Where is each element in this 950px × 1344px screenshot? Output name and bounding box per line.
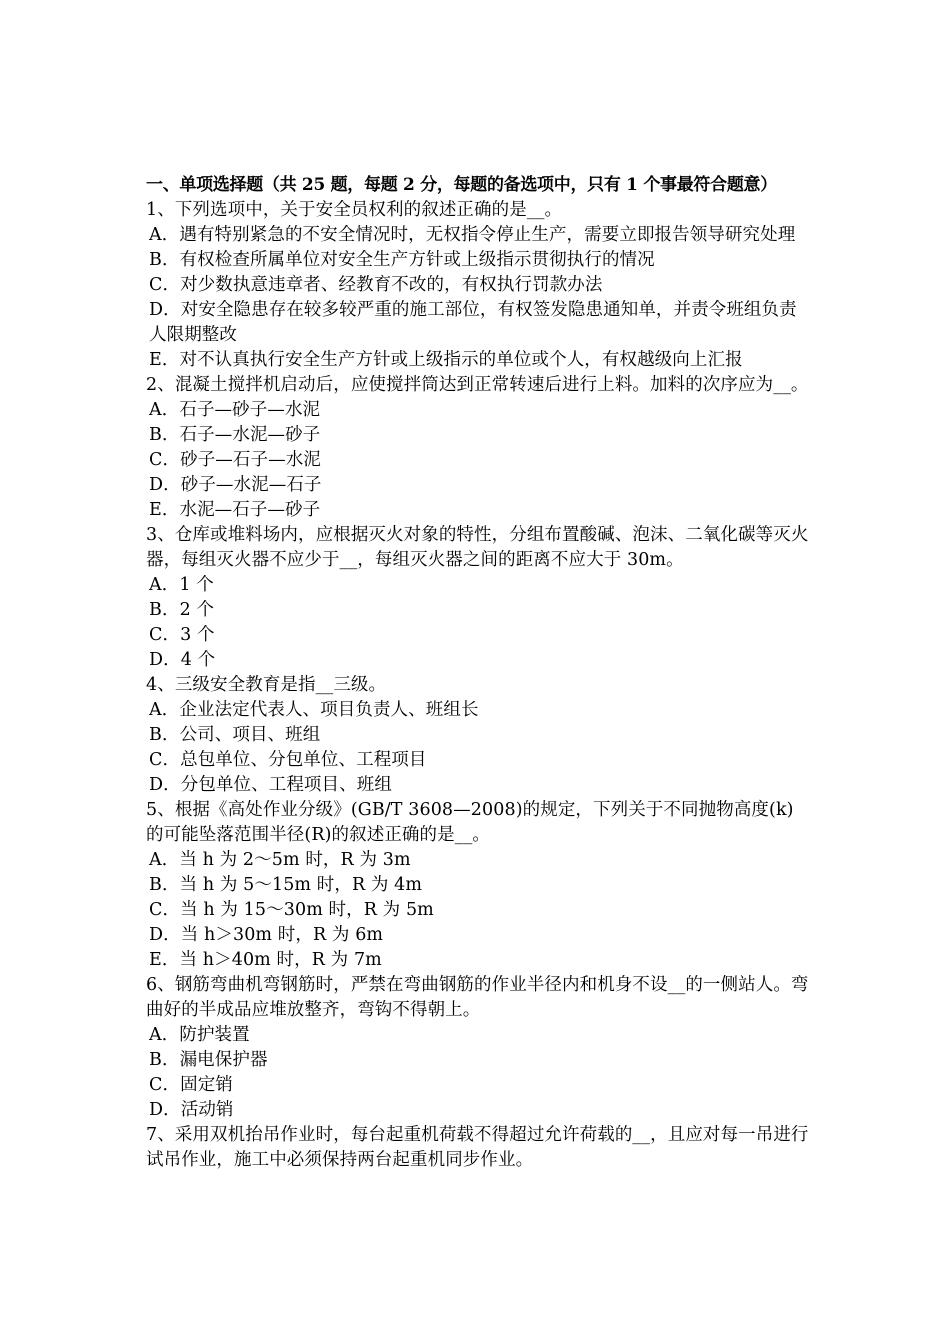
option-text: 遇有特别紧急的不安全情况时，无权指令停止生产，需要立即报告领导研究处理	[179, 225, 796, 245]
option-letter: D．	[149, 925, 181, 945]
question-item	[146, 523, 811, 673]
answer-option	[146, 948, 811, 973]
exam-page	[146, 173, 811, 1173]
answer-option	[146, 923, 811, 948]
option-text: 当 h＞40m 时，R 为 7m	[179, 950, 382, 970]
option-letter: E．	[149, 950, 180, 970]
option-letter: A．	[149, 225, 180, 245]
option-letter: D．	[149, 650, 181, 670]
question-stem: 2、混凝土搅拌机启动后，应使搅拌筒达到正常转速后进行上料。加料的次序应为__。	[146, 375, 809, 395]
answer-option	[146, 248, 811, 273]
option-letter: A．	[149, 575, 180, 595]
option-letter: B．	[149, 250, 180, 270]
option-letter: E．	[149, 350, 180, 370]
option-letter: A．	[149, 850, 180, 870]
option-text: 3 个	[180, 625, 215, 645]
option-letter: C．	[149, 1075, 181, 1095]
option-text: 水泥—石子—砂子	[179, 500, 321, 520]
option-letter: C．	[149, 275, 181, 295]
answer-option	[146, 573, 811, 598]
answer-option	[146, 598, 811, 623]
question-item	[146, 198, 811, 373]
option-text: 当 h 为 2～5m 时，R 为 3m	[179, 850, 411, 870]
option-text: 对少数执意违章者、经教育不改的，有权执行罚款办法	[180, 275, 603, 295]
option-text: 防护装置	[179, 1025, 250, 1045]
section-heading: 一、单项选择题（共 25 题，每题 2 分，每题的备选项中，只有 1 个事最符合题意）	[146, 175, 777, 195]
answer-option	[146, 1023, 811, 1048]
answer-option	[146, 473, 811, 498]
question-stem: 3、仓库或堆料场内，应根据灭火对象的特性，分组布置酸碱、泡沫、二氧化碳等灭火器，每组灭火器不应少于__，每组灭火器之间的距离不应大于 30m。	[146, 525, 809, 570]
option-letter: D．	[149, 475, 181, 495]
option-letter: C．	[149, 450, 181, 470]
option-text: 固定销	[180, 1075, 233, 1095]
option-text: 石子—砂子—水泥	[179, 400, 321, 420]
question-item	[146, 673, 811, 798]
option-letter: C．	[149, 750, 181, 770]
question-item	[146, 1123, 811, 1173]
option-letter: D．	[149, 1100, 181, 1120]
option-text: 企业法定代表人、项目负责人、班组长	[179, 700, 479, 720]
option-text: 活动销	[180, 1100, 234, 1120]
answer-option	[146, 398, 811, 423]
option-text: 砂子—石子—水泥	[180, 450, 321, 470]
option-letter: C．	[149, 900, 181, 920]
answer-option	[146, 623, 811, 648]
question-stem: 1、下列选项中，关于安全员权利的叙述正确的是__。	[146, 200, 563, 220]
option-letter: D．	[149, 775, 181, 795]
answer-option	[146, 648, 811, 673]
option-letter: A．	[149, 1025, 180, 1045]
answer-option	[146, 873, 811, 898]
option-letter: B．	[149, 600, 180, 620]
question-item	[146, 373, 811, 523]
option-text: 当 h 为 15～30m 时，R 为 5m	[180, 900, 434, 920]
question-stem: 4、三级安全教育是指__三级。	[146, 675, 387, 695]
option-text: 公司、项目、班组	[179, 725, 321, 745]
answer-option	[146, 298, 811, 348]
answer-option	[146, 698, 811, 723]
option-text: 1 个	[179, 575, 214, 595]
answer-option	[146, 898, 811, 923]
answer-option	[146, 348, 811, 373]
option-text: 对安全隐患存在较多较严重的施工部位，有权签发隐患通知单，并责令班组负责人限期整改	[149, 300, 797, 345]
option-letter: A．	[149, 400, 180, 420]
question-stem: 6、钢筋弯曲机弯钢筋时，严禁在弯曲钢筋的作业半径内和机身不设__的一侧站人。弯曲好的半成品应堆放整齐，弯钩不得朝上。	[146, 975, 809, 1020]
answer-option	[146, 223, 811, 248]
question-stem: 5、根据《高处作业分级》(GB/T 3608—2008)的规定，下列关于不同抛物高度(k)的可能坠落范围半径(R)的叙述正确的是__。	[146, 800, 794, 845]
option-text: 分包单位、工程项目、班组	[180, 775, 392, 795]
answer-option	[146, 1073, 811, 1098]
option-text: 有权检查所属单位对安全生产方针或上级指示贯彻执行的情况	[179, 250, 655, 270]
question-list	[146, 198, 811, 1173]
option-letter: B．	[149, 425, 180, 445]
question-item	[146, 798, 811, 973]
option-letter: A．	[149, 700, 180, 720]
answer-option	[146, 448, 811, 473]
answer-option	[146, 748, 811, 773]
option-text: 总包单位、分包单位、工程项目	[180, 750, 427, 770]
option-text: 当 h 为 5～15m 时，R 为 4m	[179, 875, 423, 895]
option-text: 砂子—水泥—石子	[180, 475, 322, 495]
option-letter: C．	[149, 625, 181, 645]
option-letter: E．	[149, 500, 180, 520]
option-text: 对不认真执行安全生产方针或上级指示的单位或个人，有权越级向上汇报	[179, 350, 743, 370]
answer-option	[146, 273, 811, 298]
answer-option	[146, 1048, 811, 1073]
answer-option	[146, 723, 811, 748]
option-letter: B．	[149, 725, 180, 745]
option-letter: B．	[149, 1050, 180, 1070]
option-text: 4 个	[180, 650, 216, 670]
answer-option	[146, 1098, 811, 1123]
question-item	[146, 973, 811, 1123]
answer-option	[146, 498, 811, 523]
option-letter: D．	[149, 300, 181, 320]
question-stem: 7、采用双机抬吊作业时，每台起重机荷载不得超过允许荷载的__，且应对每一吊进行试吊作业，施工中必须保持两台起重机同步作业。	[146, 1125, 809, 1170]
option-text: 当 h＞30m 时，R 为 6m	[180, 925, 384, 945]
option-text: 2 个	[179, 600, 215, 620]
answer-option	[146, 423, 811, 448]
answer-option	[146, 773, 811, 798]
option-text: 石子—水泥—砂子	[179, 425, 321, 445]
answer-option	[146, 848, 811, 873]
option-letter: B．	[149, 875, 180, 895]
option-text: 漏电保护器	[179, 1050, 268, 1070]
